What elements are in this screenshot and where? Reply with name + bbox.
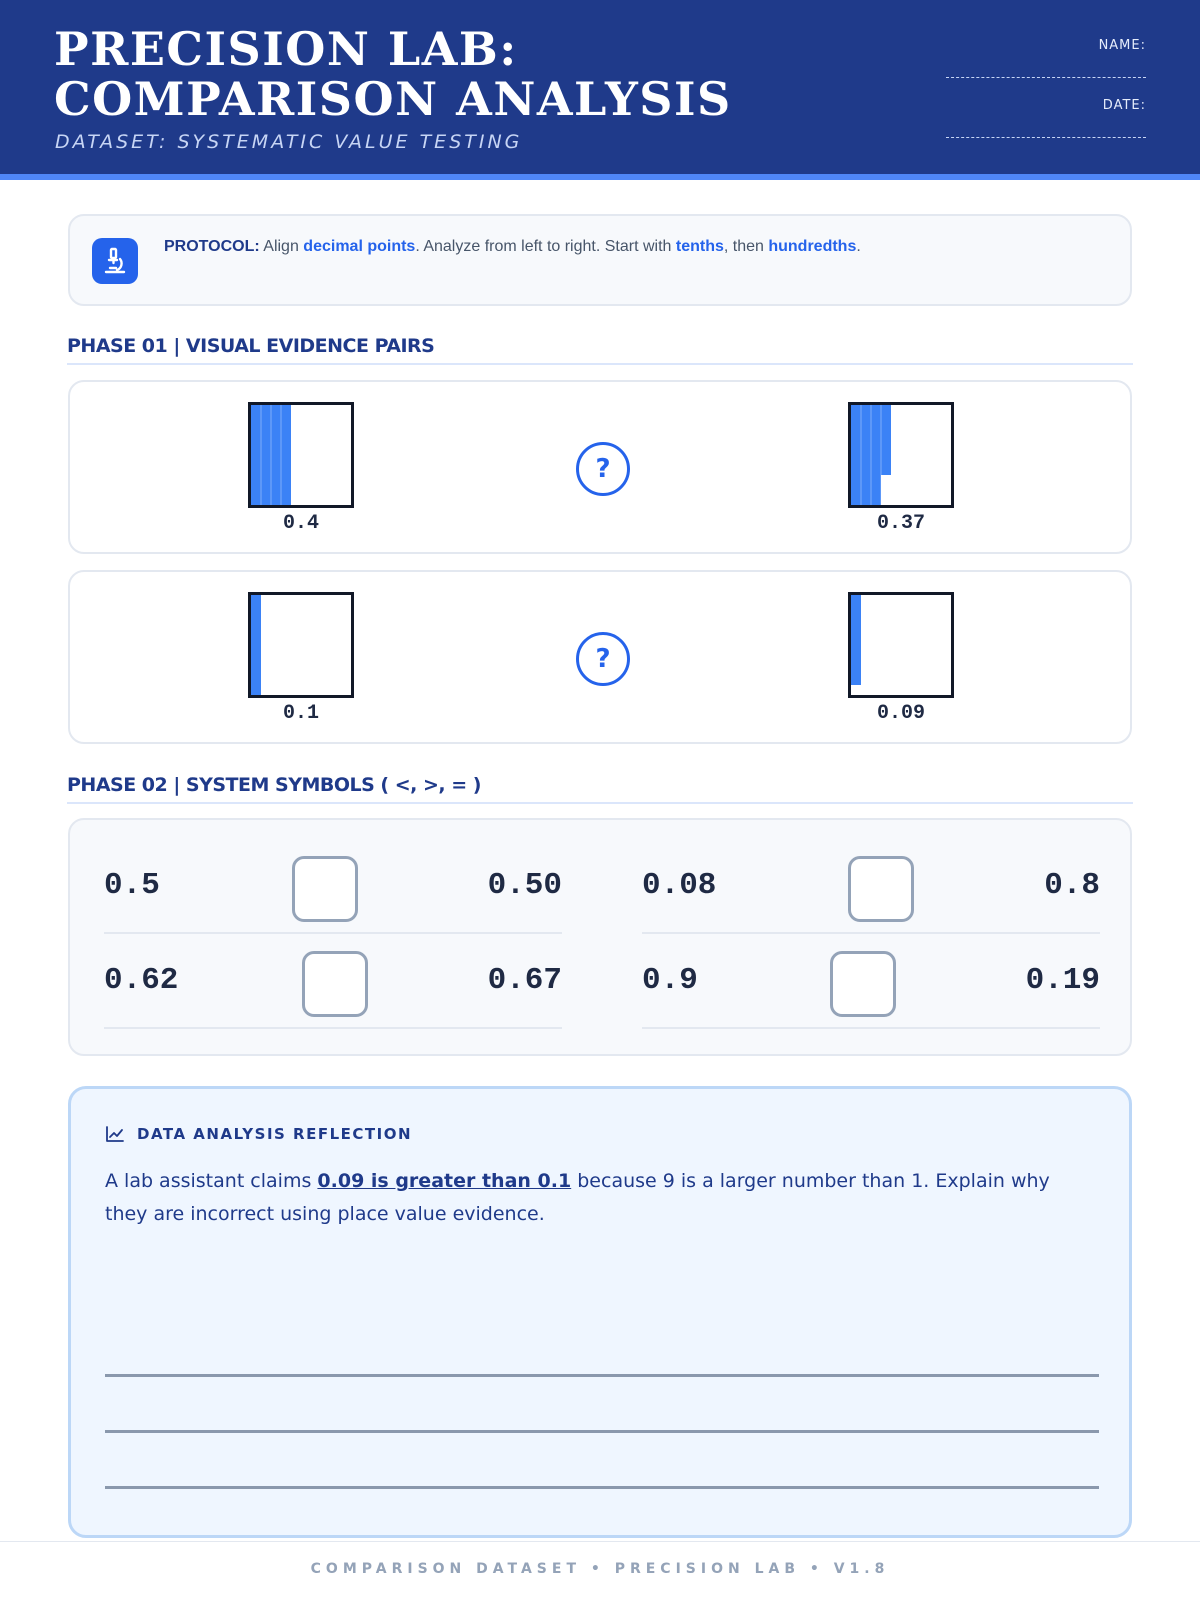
filled-cell xyxy=(271,495,281,505)
filled-cell xyxy=(281,415,291,425)
filled-cell xyxy=(851,605,861,615)
comparison-row xyxy=(104,840,562,934)
filled-cell xyxy=(281,445,291,455)
filled-cell xyxy=(281,425,291,435)
filled-cell xyxy=(251,465,261,475)
filled-cell xyxy=(861,475,871,485)
keyword-tenths: tenths xyxy=(675,238,724,255)
filled-cell xyxy=(271,485,281,495)
filled-cell xyxy=(251,625,261,635)
filled-cell xyxy=(881,425,891,435)
filled-cell xyxy=(281,405,291,415)
symbol-answer-box[interactable] xyxy=(848,856,914,922)
prompt-text-part: A lab assistant claims xyxy=(105,1170,318,1192)
filled-cell xyxy=(861,465,871,475)
filled-cell xyxy=(871,415,881,425)
filled-cell xyxy=(871,485,881,495)
filled-cell xyxy=(261,445,271,455)
filled-cell xyxy=(261,405,271,415)
filled-cell xyxy=(271,465,281,475)
filled-cell xyxy=(851,645,861,655)
filled-cell xyxy=(871,435,881,445)
filled-cell xyxy=(881,455,891,465)
filled-cell xyxy=(861,415,871,425)
phase-01-title: PHASE 01 | VISUAL EVIDENCE PAIRS xyxy=(67,335,1133,365)
filled-cell xyxy=(251,455,261,465)
reflection-header xyxy=(105,1125,412,1143)
page-subtitle: DATASET: SYSTEMATIC VALUE TESTING xyxy=(55,131,523,153)
filled-cell xyxy=(251,645,261,655)
filled-cell xyxy=(881,415,891,425)
grid-value-label: 0.09 xyxy=(876,702,925,725)
filled-cell xyxy=(251,445,261,455)
filled-cell xyxy=(881,465,891,475)
symbols-panel xyxy=(68,818,1132,1056)
filled-cell xyxy=(251,495,261,505)
filled-cell xyxy=(261,415,271,425)
filled-cell xyxy=(261,465,271,475)
filled-cell xyxy=(271,475,281,485)
answer-line[interactable] xyxy=(105,1430,1099,1433)
microscope-icon xyxy=(92,238,138,284)
filled-cell xyxy=(251,655,261,665)
filled-cell xyxy=(271,415,281,425)
filled-cell xyxy=(871,475,881,485)
prompt-text-part: because 9 is a larger number than 1. Explain why they are incorrect using place value evidence. xyxy=(105,1170,1050,1225)
filled-cell xyxy=(251,405,261,415)
filled-cell xyxy=(851,625,861,635)
filled-cell xyxy=(281,465,291,475)
protocol-text-part: . xyxy=(856,238,861,255)
filled-cell xyxy=(281,475,291,485)
filled-cell xyxy=(281,455,291,465)
filled-cell xyxy=(281,435,291,445)
filled-cell xyxy=(851,485,861,495)
reflection-panel xyxy=(68,1086,1132,1538)
filled-cell xyxy=(851,455,861,465)
protocol-text-part: , then xyxy=(723,238,769,255)
symbol-answer-box[interactable] xyxy=(830,951,896,1017)
filled-cell xyxy=(861,485,871,495)
grid-value-label: 0.37 xyxy=(876,512,925,535)
filled-cell xyxy=(851,405,861,415)
protocol-text-part: Align xyxy=(259,238,304,255)
filled-cell xyxy=(881,405,891,415)
filled-cell xyxy=(281,485,291,495)
symbol-answer-box[interactable] xyxy=(302,951,368,1017)
filled-cell xyxy=(251,485,261,495)
filled-cell xyxy=(271,405,281,415)
keyword-decimal-points: decimal points xyxy=(303,238,416,255)
hundred-grid xyxy=(848,592,954,698)
filled-cell xyxy=(261,495,271,505)
filled-cell xyxy=(251,415,261,425)
hundred-grid xyxy=(248,592,354,698)
claim-highlight: 0.09 is greater than 0.1 xyxy=(317,1170,572,1192)
comparison-row xyxy=(642,935,1100,1029)
reflection-prompt xyxy=(105,1165,1095,1231)
name-label: NAME: xyxy=(1098,38,1146,53)
filled-cell xyxy=(251,675,261,685)
filled-cell xyxy=(261,435,271,445)
page-header xyxy=(0,0,1200,180)
phase-02-title: PHASE 02 | SYSTEM SYMBOLS ( <, >, = ) xyxy=(67,774,1133,804)
filled-cell xyxy=(251,605,261,615)
hundred-grid xyxy=(848,402,954,508)
filled-cell xyxy=(871,445,881,455)
left-value: 0.08 xyxy=(642,868,717,903)
filled-cell xyxy=(871,405,881,415)
left-value: 0.5 xyxy=(104,868,160,903)
grid-value-label: 0.4 xyxy=(282,512,319,535)
filled-cell xyxy=(851,495,861,505)
left-value: 0.9 xyxy=(642,963,698,998)
filled-cell xyxy=(851,465,861,475)
footer-divider xyxy=(0,1541,1200,1542)
date-label: DATE: xyxy=(1102,98,1146,113)
filled-cell xyxy=(861,455,871,465)
hundred-grid xyxy=(248,402,354,508)
filled-cell xyxy=(851,415,861,425)
date-field[interactable] xyxy=(946,137,1146,138)
filled-cell xyxy=(861,405,871,415)
filled-cell xyxy=(251,615,261,625)
filled-cell xyxy=(271,435,281,445)
evidence-pair-card xyxy=(68,380,1132,554)
left-value: 0.62 xyxy=(104,963,179,998)
filled-cell xyxy=(871,455,881,465)
comparison-row xyxy=(104,935,562,1029)
filled-cell xyxy=(861,435,871,445)
filled-cell xyxy=(261,475,271,485)
name-field[interactable] xyxy=(946,77,1146,78)
comparison-row xyxy=(642,840,1100,934)
filled-cell xyxy=(251,425,261,435)
keyword-hundredths: hundredths xyxy=(768,238,857,255)
filled-cell xyxy=(261,455,271,465)
page-footer: COMPARISON DATASET • PRECISION LAB • V1.8 xyxy=(310,1561,890,1577)
filled-cell xyxy=(261,485,271,495)
protocol-label: PROTOCOL: xyxy=(164,238,260,255)
answer-line[interactable] xyxy=(105,1374,1099,1377)
filled-cell xyxy=(271,455,281,465)
right-value: 0.50 xyxy=(487,868,562,903)
filled-cell xyxy=(251,435,261,445)
filled-cell xyxy=(251,635,261,645)
answer-line[interactable] xyxy=(105,1486,1099,1489)
filled-cell xyxy=(881,445,891,455)
filled-cell xyxy=(261,425,271,435)
page-title: PRECISION LAB: COMPARISON ANALYSIS xyxy=(54,22,732,126)
right-value: 0.19 xyxy=(1025,963,1100,998)
reflection-title: DATA ANALYSIS REFLECTION xyxy=(137,1125,413,1143)
right-value: 0.67 xyxy=(487,963,562,998)
line-chart-icon xyxy=(105,1125,125,1143)
filled-cell xyxy=(851,615,861,625)
filled-cell xyxy=(851,475,861,485)
filled-cell xyxy=(251,665,261,675)
protocol-panel xyxy=(68,214,1132,306)
filled-cell xyxy=(271,425,281,435)
filled-cell xyxy=(251,475,261,485)
filled-cell xyxy=(881,435,891,445)
filled-cell xyxy=(851,665,861,675)
question-mark-icon: ? xyxy=(576,632,630,686)
filled-cell xyxy=(851,635,861,645)
filled-cell xyxy=(251,685,261,695)
filled-cell xyxy=(251,595,261,605)
filled-cell xyxy=(851,595,861,605)
filled-cell xyxy=(851,435,861,445)
filled-cell xyxy=(871,465,881,475)
filled-cell xyxy=(851,655,861,665)
filled-cell xyxy=(871,495,881,505)
filled-cell xyxy=(851,425,861,435)
filled-cell xyxy=(851,675,861,685)
evidence-pair-card xyxy=(68,570,1132,744)
filled-cell xyxy=(861,445,871,455)
protocol-text-part: . Analyze from left to right. Start with xyxy=(415,238,676,255)
filled-cell xyxy=(281,495,291,505)
right-value: 0.8 xyxy=(1044,868,1100,903)
protocol-text xyxy=(164,238,861,256)
grid-value-label: 0.1 xyxy=(282,702,319,725)
filled-cell xyxy=(861,495,871,505)
symbol-answer-box[interactable] xyxy=(292,856,358,922)
filled-cell xyxy=(851,445,861,455)
filled-cell xyxy=(871,425,881,435)
filled-cell xyxy=(271,445,281,455)
question-mark-icon: ? xyxy=(576,442,630,496)
filled-cell xyxy=(861,425,871,435)
